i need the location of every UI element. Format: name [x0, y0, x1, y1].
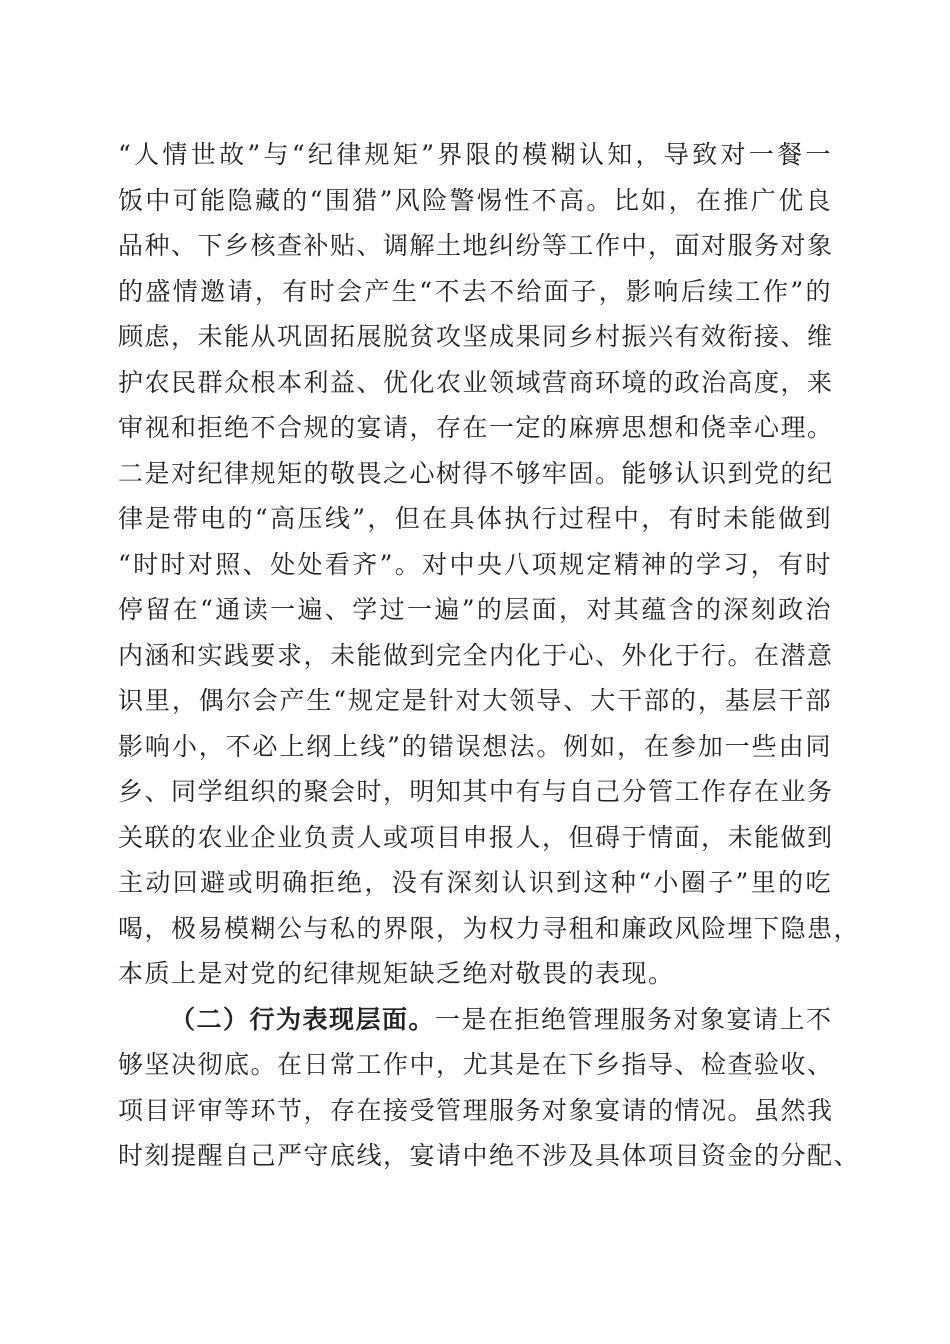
paragraph-line: 喝，极易模糊公与私的界限，为权力寻租和廉政风险埋下隐患， — [118, 913, 861, 943]
paragraph-line: 识里，偶尔会产生“规定是针对大领导、大干部的，基层干部 — [118, 686, 832, 715]
paragraph-line: 顾虑，未能从巩固拓展脱贫攻坚成果同乡村振兴有效衔接、维 — [118, 322, 834, 351]
paragraph-line: “人情世故”与“纪律规矩”界限的模糊认知，导致对一餐一 — [118, 140, 832, 169]
paragraph-line: 审视和拒绝不合规的宴请，存在一定的麻痹思想和侥幸心理。 — [118, 413, 834, 442]
section-heading: （二）行为表现层面。 — [170, 1004, 436, 1034]
paragraph-line: 本质上是对党的纪律规矩缺乏绝对敬畏的表现。 — [118, 959, 675, 988]
paragraph-line: 饭中可能隐藏的“围猎”风险警惕性不高。比如，在推广优良 — [118, 185, 832, 215]
paragraph-line: 停留在“通读一遍、学过一遍”的层面，对其蕴含的深刻政治 — [118, 595, 832, 624]
paragraph-line: 律是带电的“高压线”，但在具体执行过程中，有时未能做到 — [118, 504, 832, 533]
paragraph-line: 二是对纪律规矩的敬畏之心树得不够牢固。能够认识到党的纪 — [118, 458, 834, 488]
paragraph-line: 护农民群众根本利益、优化农业领域营商环境的政治高度，来 — [118, 367, 834, 397]
paragraph-line: 够坚决彻底。在日常工作中，尤其是在下乡指导、检查验收、 — [118, 1050, 834, 1079]
paragraph-line: 主动回避或明确拒绝，没有深刻认识到这种“小圈子”里的吃 — [118, 868, 832, 897]
section-heading-line — [118, 997, 832, 1043]
paragraph-line: 关联的农业企业负责人或项目申报人，但碍于情面，未能做到 — [118, 822, 834, 852]
paragraph-line: 内涵和实践要求，未能做到完全内化于心、外化于行。在潜意 — [118, 640, 834, 670]
paragraph-line: 品种、下乡核查补贴、调解土地纠纷等工作中，面对服务对象 — [118, 231, 834, 260]
paragraph-line: “时时对照、处处看齐”。对中央八项规定精神的学习，有时 — [118, 549, 832, 579]
paragraph-line: 项目评审等环节，存在接受管理服务对象宴请的情况。虽然我 — [118, 1095, 834, 1125]
section-heading-rest: 一是在拒绝管理服务对象宴请上不 — [435, 1004, 833, 1034]
paragraph-line: 的盛情邀请，有时会产生“不去不给面子，影响后续工作”的 — [118, 276, 832, 306]
body-text — [118, 132, 861, 1179]
paragraph-line: 时刻提醒自己严守底线，宴请中绝不涉及具体项目资金的分配、 — [118, 1141, 861, 1170]
paragraph-line: 乡、同学组织的聚会时，明知其中有与自己分管工作存在业务 — [118, 777, 834, 806]
paragraph-line: 影响小，不必上纲上线”的错误想法。例如，在参加一些由同 — [118, 731, 832, 761]
